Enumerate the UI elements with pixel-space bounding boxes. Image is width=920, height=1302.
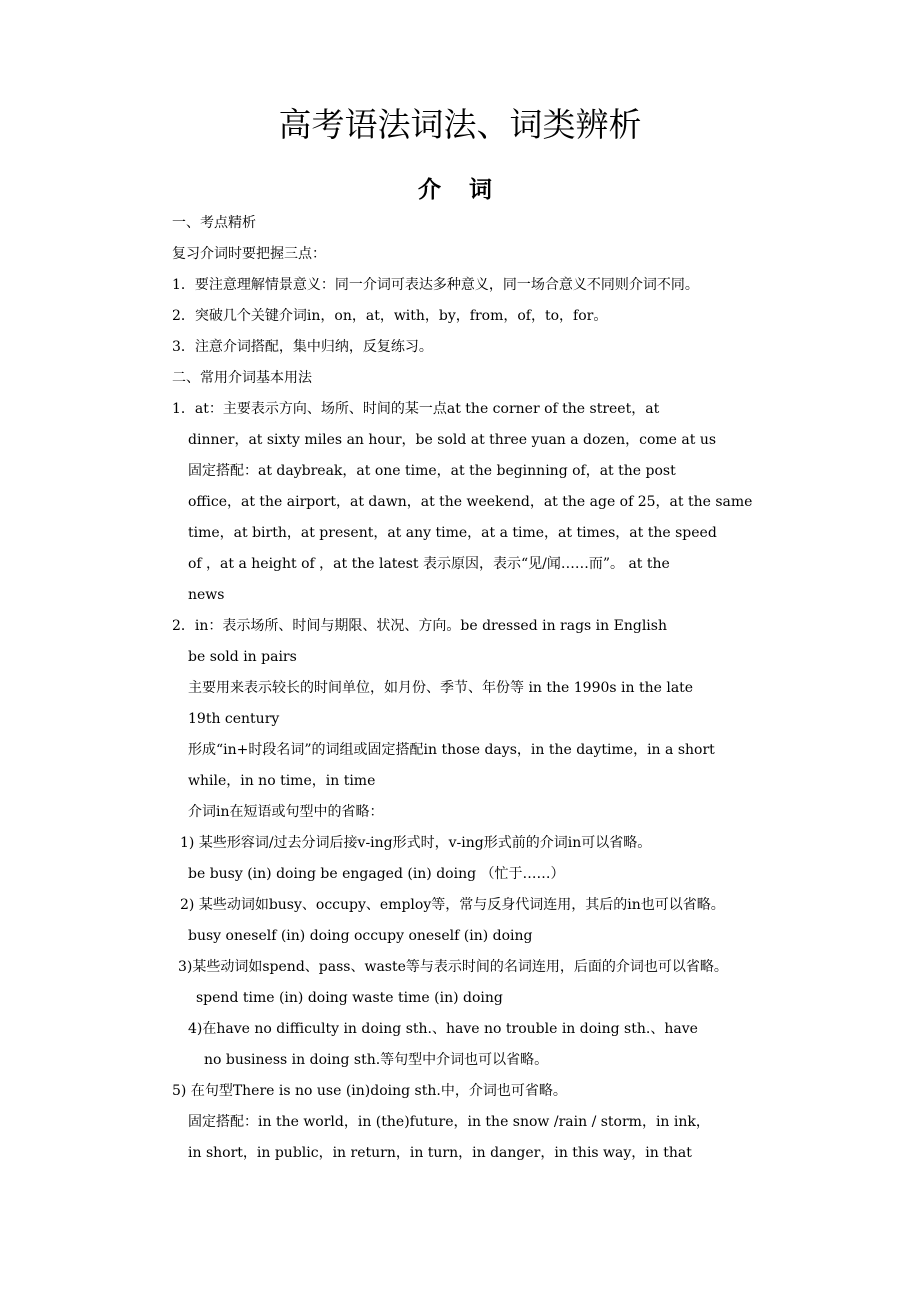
list-item: 1．要注意理解情景意义：同一介词可表达多种意义，同一场合意义不同则介词不同。 [172,277,699,293]
example-line: busy oneself (in) doing occupy oneself (in) doing [188,928,533,944]
text-line: while，in no time，in time [188,773,376,789]
list-item: 3．注意介词搭配，集中归纳，反复练习。 [172,339,433,355]
heading-analysis: 一、考点精析 [172,215,256,231]
text-line: be sold in pairs [188,649,297,665]
text-line: no business in doing sth.等句型中介词也可以省略。 [204,1052,549,1068]
text-line: 主要用来表示较长的时间单位，如月份、季节、年份等 in the 1990s in the late [188,680,694,696]
section-title: 介 词 [417,177,502,203]
text-line: office，at the airport，at dawn，at the weekend，at the age of 25，at the same [188,494,753,510]
list-item: 2．突破几个关键介词in，on，at，with，by，from，of，to，for。 [172,308,608,324]
text-line: in short，in public，in return，in turn，in danger，in this way，in that [188,1145,692,1161]
example-line: be busy (in) doing be engaged (in) doing （忙于……） [188,866,565,882]
list-item: 1．at：主要表示方向、场所、时间的某一点at the corner of the street，at [172,401,660,417]
heading-usage: 二、常用介词基本用法 [172,370,312,386]
text-line: of ，at a height of ，at the latest 表示原因，表示“见/闻……而”。 at the [188,556,670,572]
sub-list-item: 2) 某些动词如busy、occupy、employ等，常与反身代词连用，其后的in也可以省略。 [180,897,725,913]
text-line: dinner，at sixty miles an hour，be sold at three yuan a dozen，come at us [188,432,717,448]
text-line: 形成“in+时段名词”的词组或固定搭配in those days，in the daytime，in a short [188,742,715,758]
text-line: 固定搭配：in the world，in (the)future，in the snow /rain / storm，in ink， [188,1114,710,1130]
document-title: 高考语法词法、词类辨析 [278,105,642,144]
sub-list-item: 1) 某些形容词/过去分词后接v-ing形式时，v-ing形式前的介词in可以省略。 [180,835,652,851]
sub-list-item: 4)在have no difficulty in doing sth.、have no trouble in doing sth.、have [188,1021,698,1037]
text-line: 固定搭配：at daybreak，at one time，at the beginning of，at the post [188,463,676,479]
text-line: 19th century [188,711,280,727]
example-line: spend time (in) doing waste time (in) doing [196,990,503,1006]
text-line: time，at birth，at present，at any time，at a time，at times，at the speed [188,525,717,541]
text-line: news [188,587,225,603]
sub-list-item: 3)某些动词如spend、pass、waste等与表示时间的名词连用，后面的介词也可以省略。 [178,959,728,975]
list-item: 2．in：表示场所、时间与期限、状况、方向。be dressed in rags in English [172,618,667,634]
text-line: 复习介词时要把握三点： [172,246,326,262]
sub-list-item: 5) 在句型There is no use (in)doing sth.中，介词也可省略。 [172,1083,567,1099]
text-line: 介词in在短语或句型中的省略： [188,804,384,820]
